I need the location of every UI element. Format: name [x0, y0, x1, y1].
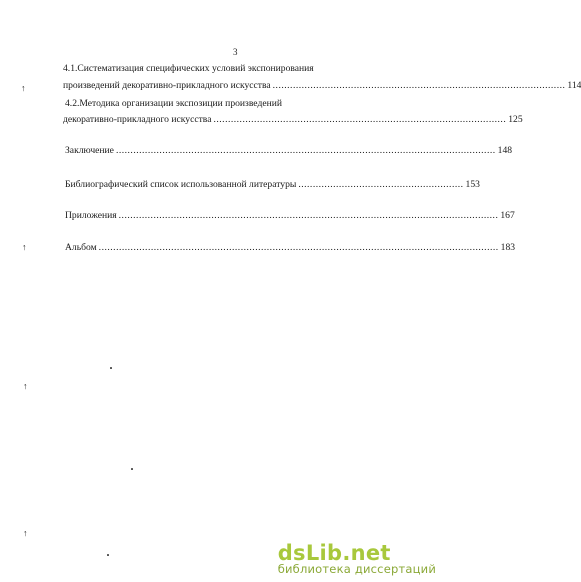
leader-dots: ..................................................................................................... — [213, 114, 507, 125]
toc-entry-conclusion[interactable] — [65, 145, 513, 157]
toc-page-number: 114 — [567, 80, 581, 91]
toc-entry-album[interactable] — [65, 242, 516, 254]
toc-entry-4-2[interactable] — [63, 114, 523, 126]
toc-entry-bibliography[interactable] — [65, 179, 480, 191]
toc-page-number: 125 — [508, 114, 523, 125]
toc-entry-title: Библиографический список использованной литературы — [65, 179, 297, 190]
toc-entry-4-2-line2: декоративно-прикладного искусства — [63, 114, 212, 125]
toc-page-number: 183 — [500, 242, 516, 253]
scan-mark: ↑ — [22, 242, 27, 252]
scan-speck — [107, 554, 109, 556]
logo-dot: . — [342, 541, 351, 565]
scan-speck — [131, 468, 133, 470]
scan-mark: ↑ — [23, 528, 28, 538]
leader-dots: ......................................................... — [298, 179, 464, 190]
toc-page-number: 153 — [465, 179, 480, 190]
toc-entry-appendices[interactable] — [65, 210, 515, 222]
toc-entry-4-1-line2: произведений декоративно-прикладного искусства — [63, 80, 271, 91]
toc-entry-4-2-line1: 4.2.Методика организации экспозиции произведений — [65, 98, 282, 109]
toc-entry-title: Приложения — [65, 210, 117, 221]
dslib-watermark — [278, 541, 436, 576]
scan-mark: ↑ — [21, 83, 26, 93]
toc-page-number: 167 — [500, 210, 515, 221]
toc-entry-4-1-line1: 4.1.Систематизация специфических условий экспонирования — [63, 63, 314, 74]
toc-entry-title: Заключение — [65, 145, 114, 156]
leader-dots: ................................................................................................................................... — [118, 210, 499, 221]
toc-entry-4-1[interactable] — [63, 80, 581, 92]
page-number: 3 — [233, 47, 238, 57]
watermark-subtitle: библиотека диссертаций — [277, 562, 436, 576]
leader-dots: ..................................................................................................... — [272, 80, 566, 91]
logo-main: dsLib — [277, 541, 343, 565]
scan-mark: ↑ — [23, 381, 28, 391]
scan-speck — [110, 367, 112, 369]
toc-page-number: 148 — [497, 145, 513, 156]
leader-dots: .......................................................................................................................................... — [98, 242, 499, 253]
toc-entry-title: Альбом — [65, 242, 97, 253]
logo-tld: net — [350, 541, 391, 565]
leader-dots: ................................................................................................................................... — [115, 145, 496, 156]
